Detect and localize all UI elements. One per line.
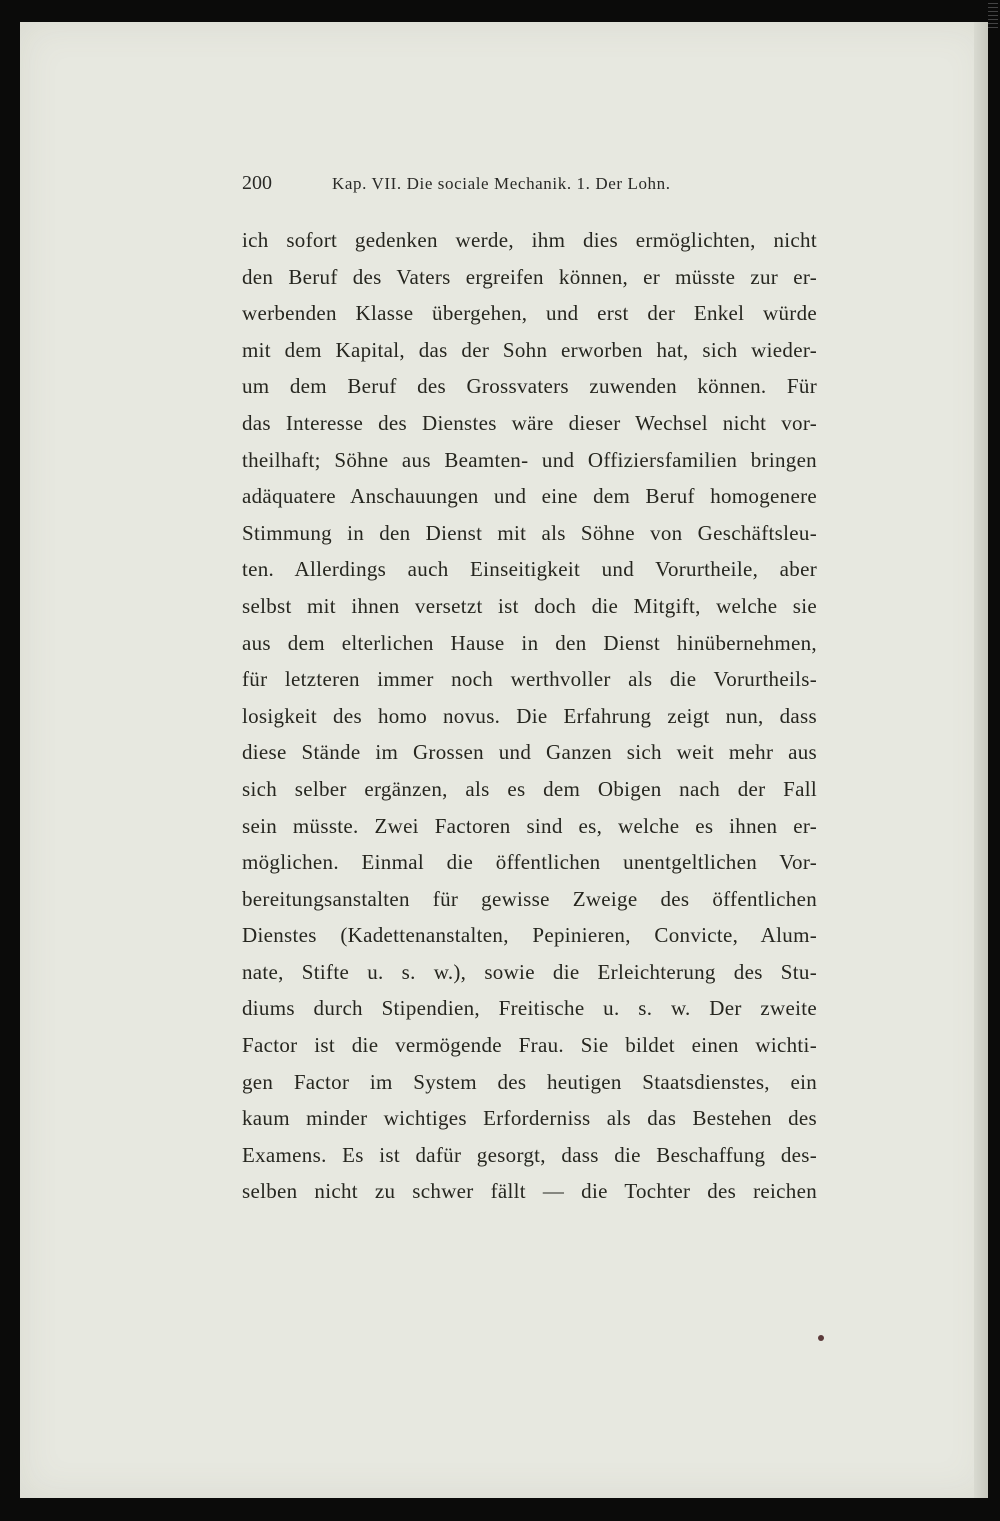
text-line: sich selber ergänzen, als es dem Obigen nach der Fall	[242, 776, 817, 801]
text-line: diums durch Stipendien, Freitische u. s. w. Der zweite	[242, 996, 817, 1021]
scan-edge-artifact	[988, 0, 998, 30]
text-line: aus dem elterlichen Hause in den Dienst hinübernehmen,	[242, 630, 817, 655]
text-line: selben nicht zu schwer fällt — die Tochter des reichen	[242, 1179, 817, 1204]
chapter-heading: Kap. VII. Die sociale Mechanik. 1. Der Lohn.	[332, 174, 671, 193]
text-line: werbenden Klasse übergehen, und erst der Enkel würde	[242, 301, 817, 326]
text-line: ten. Allerdings auch Einseitigkeit und Vorurtheile, aber	[242, 557, 817, 582]
running-head	[242, 172, 822, 198]
text-line: selbst mit ihnen versetzt ist doch die Mitgift, welche sie	[242, 593, 817, 618]
text-line: Dienstes (Kadettenanstalten, Pepinieren, Convicte, Alum-	[242, 923, 817, 948]
text-line: ich sofort gedenken werde, ihm dies ermöglichten, nicht	[242, 228, 817, 252]
text-line: Examens. Es ist dafür gesorgt, dass die Beschaffung des-	[242, 1142, 817, 1167]
text-line: theilhaft; Söhne aus Beamten- und Offiziersfamilien bringen	[242, 447, 817, 472]
text-line: bereitungsanstalten für gewisse Zweige des öffentlichen	[242, 886, 817, 911]
text-line: nate, Stifte u. s. w.), sowie die Erleichterung des Stu-	[242, 959, 817, 984]
ink-speck	[818, 1335, 824, 1341]
text-line: für letzteren immer noch werthvoller als die Vorurtheils-	[242, 667, 817, 692]
text-line: mit dem Kapital, das der Sohn erworben hat, sich wieder-	[242, 337, 817, 362]
page-edge-shadow	[974, 22, 988, 1498]
text-line: gen Factor im System des heutigen Staatsdienstes, ein	[242, 1069, 817, 1094]
text-line: kaum minder wichtiges Erforderniss als das Bestehen des	[242, 1106, 817, 1131]
text-line: Factor ist die vermögende Frau. Sie bildet einen wichti-	[242, 1033, 817, 1058]
text-line: adäquatere Anschauungen und eine dem Beruf homogenere	[242, 484, 817, 509]
text-line: das Interesse des Dienstes wäre dieser Wechsel nicht vor-	[242, 410, 817, 435]
body-text	[242, 222, 817, 1210]
text-line: losigkeit des homo novus. Die Erfahrung zeigt nun, dass	[242, 703, 817, 728]
text-line: sein müsste. Zwei Factoren sind es, welche es ihnen er-	[242, 813, 817, 838]
text-line: Stimmung in den Dienst mit als Söhne von Geschäftsleu-	[242, 520, 817, 545]
text-line: um dem Beruf des Grossvaters zuwenden können. Für	[242, 374, 817, 399]
text-line: diese Stände im Grossen und Ganzen sich weit mehr aus	[242, 740, 817, 765]
text-line: möglichen. Einmal die öffentlichen unentgeltlichen Vor-	[242, 850, 817, 875]
text-line: den Beruf des Vaters ergreifen können, er müsste zur er-	[242, 264, 817, 289]
page-number: 200	[242, 172, 272, 194]
